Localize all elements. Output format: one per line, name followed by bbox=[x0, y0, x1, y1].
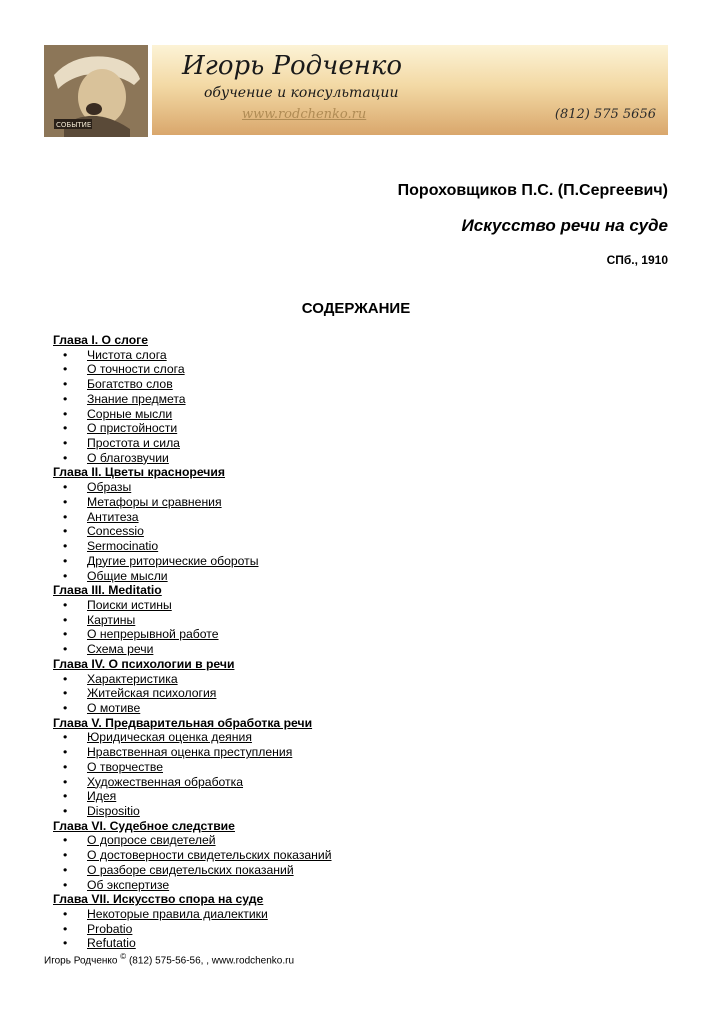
banner-name: Игорь Родченко bbox=[182, 51, 403, 81]
toc-section-link[interactable]: О точности слога bbox=[87, 362, 185, 377]
toc-section-link[interactable]: Refutatio bbox=[87, 936, 136, 951]
toc-section-link[interactable]: Sermocinatio bbox=[87, 539, 159, 554]
toc-section-item bbox=[53, 745, 673, 760]
toc-section-item bbox=[53, 407, 673, 422]
toc-section-link[interactable]: О разборе свидетельских показаний bbox=[87, 862, 294, 877]
toc-section-link[interactable]: Богатство слов bbox=[87, 377, 173, 392]
toc-section-link[interactable]: Чистота слога bbox=[87, 347, 167, 362]
toc-section-link[interactable]: Общие мысли bbox=[87, 568, 168, 583]
toc-chapter-link[interactable]: Глава IV. О психологии в речи bbox=[53, 656, 235, 671]
toc-section-item bbox=[53, 436, 673, 451]
banner-subtitle: обучение и консультации bbox=[204, 85, 399, 101]
copyright-symbol: © bbox=[120, 952, 127, 961]
toc-section-link[interactable]: О благозвучии bbox=[87, 450, 169, 465]
toc-section-link[interactable]: Житейская психология bbox=[87, 686, 217, 701]
toc-section-link[interactable]: Probatio bbox=[87, 921, 133, 936]
footer-name: Игорь Родченко bbox=[44, 955, 118, 967]
toc-section-item bbox=[53, 701, 673, 716]
toc-section-item bbox=[53, 804, 673, 819]
table-of-contents bbox=[53, 333, 673, 951]
toc-section-item bbox=[53, 627, 673, 642]
toc-section-list bbox=[53, 672, 673, 716]
toc-section-link[interactable]: Поиски истины bbox=[87, 597, 172, 612]
toc-section-item bbox=[53, 789, 673, 804]
toc-section-link[interactable]: Dispositio bbox=[87, 804, 140, 818]
toc-section-item bbox=[53, 480, 673, 495]
toc-section-list bbox=[53, 907, 673, 951]
toc-section-item bbox=[53, 672, 673, 687]
toc-section-list bbox=[53, 348, 673, 466]
toc-section-item bbox=[53, 686, 673, 701]
toc-section-link[interactable]: Concessio bbox=[87, 524, 144, 539]
toc-section-item bbox=[53, 730, 673, 745]
toc-section-link[interactable]: Художественная обработка bbox=[87, 774, 244, 789]
publication-info: СПб., 1910 bbox=[606, 253, 668, 267]
toc-section-item bbox=[53, 451, 673, 466]
toc-chapter-link[interactable]: Глава III. Meditatio bbox=[53, 583, 162, 598]
toc-section-item bbox=[53, 348, 673, 363]
banner-website-link[interactable]: www.rodchenko.ru bbox=[242, 107, 367, 122]
toc-section-link[interactable]: Схема речи bbox=[87, 642, 154, 657]
toc-section-item bbox=[53, 524, 673, 539]
banner-phone: (812) 575 5656 bbox=[554, 107, 656, 122]
toc-section-item bbox=[53, 936, 673, 951]
toc-section-link[interactable]: Простота и сила bbox=[87, 436, 180, 451]
toc-section-item bbox=[53, 642, 673, 657]
toc-section-item bbox=[53, 392, 673, 407]
toc-section-item bbox=[53, 495, 673, 510]
toc-section-list bbox=[53, 730, 673, 818]
toc-section-link[interactable]: О непрерывной работе bbox=[87, 627, 219, 642]
toc-section-link[interactable]: Характеристика bbox=[87, 671, 178, 686]
footer-contacts: (812) 575-56-56, , www.rodchenko.ru bbox=[128, 955, 295, 967]
toc-section-link[interactable]: О творчестве bbox=[87, 759, 163, 774]
toc-chapter-link[interactable]: Глава I. О слоге bbox=[53, 333, 148, 347]
toc-section-item bbox=[53, 760, 673, 775]
toc-section-link[interactable]: Юридическая оценка деяния bbox=[87, 730, 252, 745]
page-footer bbox=[44, 952, 294, 966]
toc-section-link[interactable]: Об экспертизе bbox=[87, 877, 170, 892]
toc-chapter-link[interactable]: Глава V. Предварительная обработка речи bbox=[53, 715, 313, 730]
toc-heading: СОДЕРЖАНИЕ bbox=[301, 300, 411, 317]
toc-section-link[interactable]: Картины bbox=[87, 612, 136, 627]
toc-section-link[interactable]: Некоторые правила диалектики bbox=[87, 907, 268, 922]
toc-section-item bbox=[53, 907, 673, 922]
toc-section-list bbox=[53, 480, 673, 583]
book-author: Пороховщиков П.С. (П.Сергеевич) bbox=[397, 182, 668, 199]
toc-section-link[interactable]: Антитеза bbox=[87, 509, 139, 524]
toc-section-item bbox=[53, 922, 673, 937]
toc-section-link[interactable]: Метафоры и сравнения bbox=[87, 494, 222, 509]
toc-section-link[interactable]: О пристойности bbox=[87, 421, 178, 436]
toc-section-link[interactable]: Знание предмета bbox=[87, 391, 186, 406]
toc-section-item bbox=[53, 421, 673, 436]
header-photo bbox=[44, 45, 148, 137]
toc-section-item bbox=[53, 569, 673, 584]
toc-section-link[interactable]: О допросе свидетелей bbox=[87, 833, 216, 848]
toc-section-list bbox=[53, 833, 673, 892]
toc-section-item bbox=[53, 510, 673, 525]
toc-section-item bbox=[53, 613, 673, 628]
toc-section-item bbox=[53, 539, 673, 554]
book-title: Искусство речи на суде bbox=[461, 216, 668, 235]
toc-section-link[interactable]: Образы bbox=[87, 480, 132, 495]
toc-section-item bbox=[53, 377, 673, 392]
toc-section-link[interactable]: Другие риторические обороты bbox=[87, 553, 259, 568]
toc-section-item bbox=[53, 362, 673, 377]
toc-section-item bbox=[53, 598, 673, 613]
toc-chapter-link[interactable]: Глава VI. Судебное следствие bbox=[53, 818, 235, 833]
photo-caption: СОБЫТИЕ bbox=[56, 121, 92, 129]
toc-section-item bbox=[53, 775, 673, 790]
toc-section-list bbox=[53, 598, 673, 657]
toc-section-item bbox=[53, 863, 673, 878]
toc-section-item bbox=[53, 833, 673, 848]
toc-section-item bbox=[53, 554, 673, 569]
toc-chapter-link[interactable]: Глава VII. Искусство спора на суде bbox=[53, 892, 264, 907]
header-banner bbox=[152, 45, 668, 135]
portrait-image bbox=[44, 45, 148, 137]
toc-section-link[interactable]: Нравственная оценка преступления bbox=[87, 745, 293, 760]
toc-section-link[interactable]: О достоверности свидетельских показаний bbox=[87, 848, 332, 863]
toc-section-link[interactable]: Сорные мысли bbox=[87, 406, 173, 421]
toc-section-link[interactable]: Идея bbox=[87, 789, 117, 804]
toc-section-item bbox=[53, 878, 673, 893]
toc-chapter-link[interactable]: Глава II. Цветы красноречия bbox=[53, 465, 225, 480]
toc-section-item bbox=[53, 848, 673, 863]
toc-section-link[interactable]: О мотиве bbox=[87, 700, 141, 715]
